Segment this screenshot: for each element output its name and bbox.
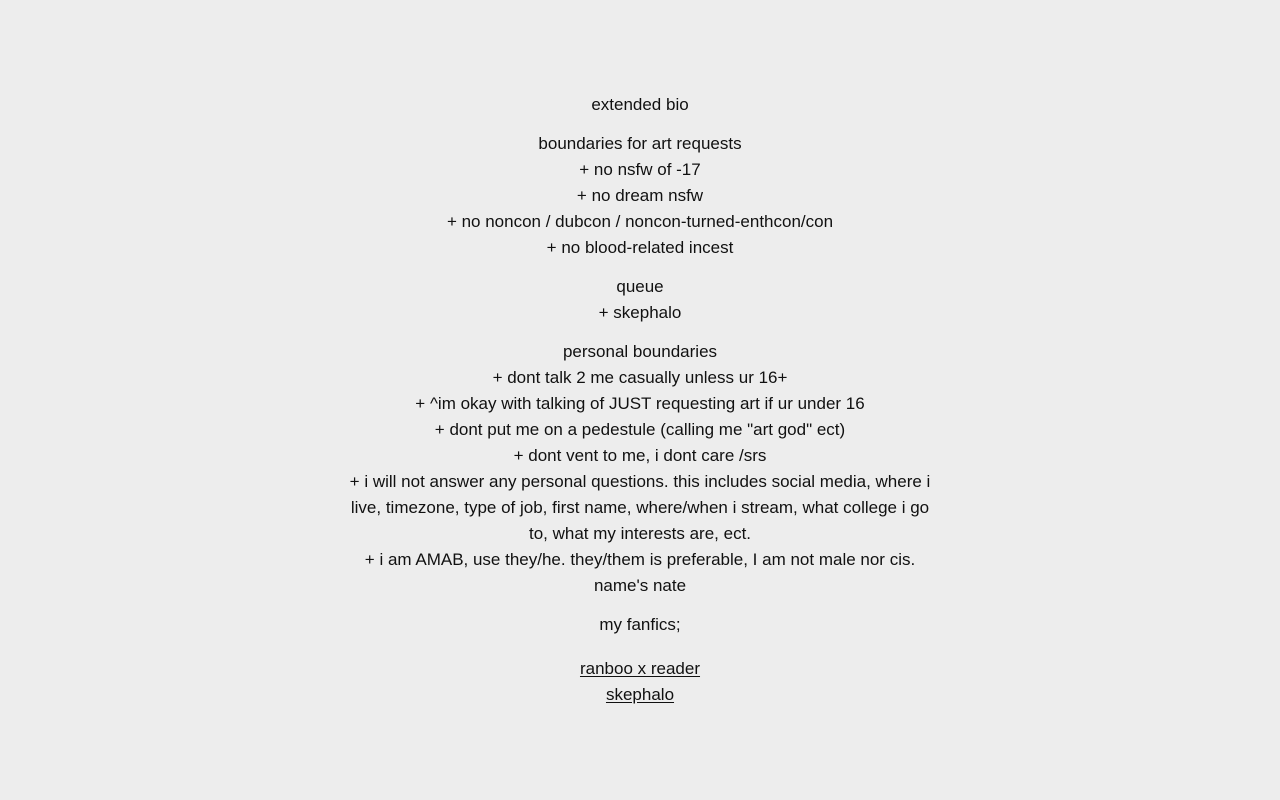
personal-rule: + dont talk 2 me casually unless ur 16+ bbox=[492, 368, 788, 387]
page-title: extended bio bbox=[591, 95, 689, 114]
personal-rule: + dont put me on a pedestule (calling me "art god" ect) bbox=[434, 420, 846, 439]
name-note: name's nate bbox=[593, 576, 687, 595]
bio-content bbox=[340, 92, 940, 708]
fanfic-link-skephalo[interactable]: skephalo bbox=[605, 685, 675, 704]
queue-item: + skephalo bbox=[598, 303, 682, 322]
queue-section bbox=[340, 274, 940, 326]
art-requests-section bbox=[340, 131, 940, 261]
fanfics-heading: my fanfics; bbox=[599, 615, 681, 634]
art-requests-heading: boundaries for art requests bbox=[538, 134, 742, 153]
personal-rule: + ^im okay with talking of JUST requesting art if ur under 16 bbox=[415, 394, 865, 413]
personal-boundaries-section bbox=[340, 339, 940, 599]
art-request-rule: + no dream nsfw bbox=[576, 186, 704, 205]
personal-rule: + i am AMAB, use they/he. they/them is preferable, I am not male nor cis. bbox=[364, 550, 916, 569]
fanfic-links bbox=[340, 656, 940, 708]
art-request-rule: + no noncon / dubcon / noncon-turned-enthcon/con bbox=[446, 212, 834, 231]
personal-boundaries-heading: personal boundaries bbox=[562, 342, 718, 361]
queue-heading: queue bbox=[616, 277, 664, 296]
fanfics-section bbox=[340, 612, 940, 638]
art-request-rule: + no blood-related incest bbox=[546, 238, 734, 257]
personal-rule: + i will not answer any personal questions. this includes social media, where i live, timezone, type of job, first name, where/when i stream, what college i go to, what my interests are, ect. bbox=[349, 472, 931, 543]
personal-rule: + dont vent to me, i dont care /srs bbox=[513, 446, 767, 465]
art-request-rule: + no nsfw of -17 bbox=[579, 160, 701, 179]
fanfic-link-ranboo-x-reader[interactable]: ranboo x reader bbox=[579, 659, 701, 678]
